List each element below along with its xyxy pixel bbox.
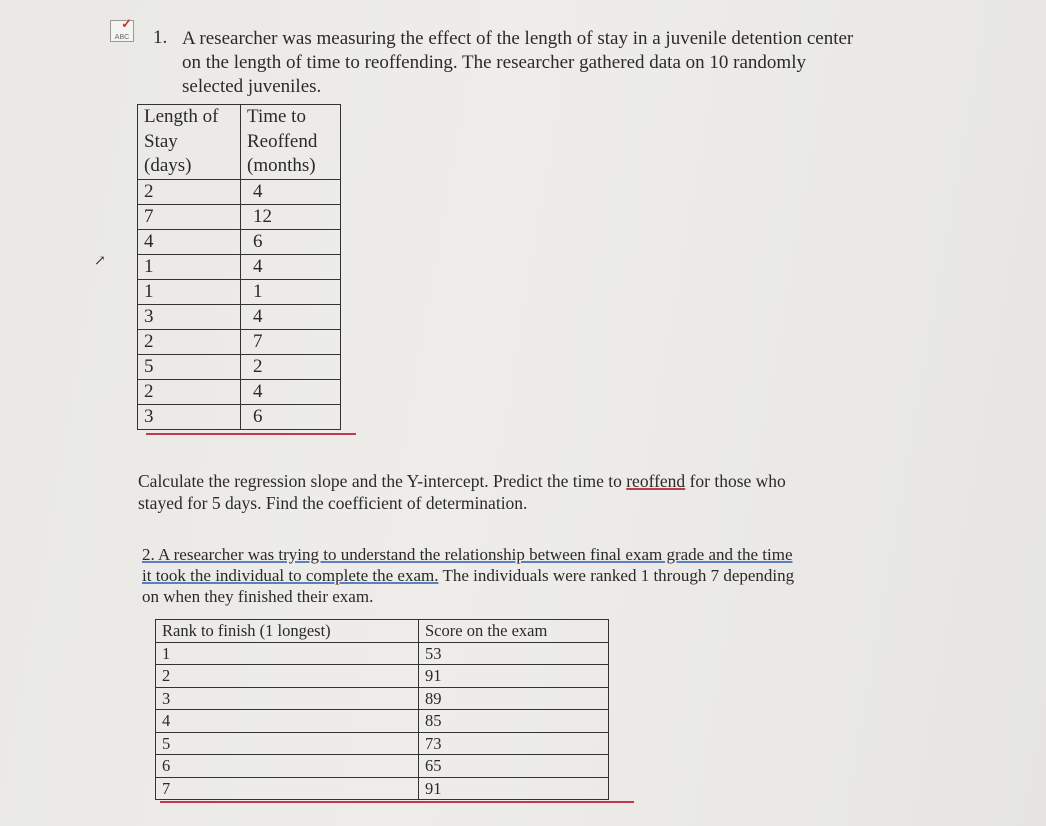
table-cell: 1 <box>156 642 419 665</box>
question1-line-3: selected juveniles. <box>182 76 322 97</box>
spelling-flagged-word[interactable]: reoffend <box>626 471 686 491</box>
cursor-icon: ↗ <box>94 254 106 269</box>
header-score-on-exam: Score on the exam <box>419 620 609 643</box>
header-text: Length of <box>144 106 219 127</box>
table-row <box>138 379 341 404</box>
table-row <box>156 732 609 755</box>
header-text: Time to <box>247 106 306 127</box>
table-cell: 4 <box>156 710 419 733</box>
table-cell: 2 <box>138 179 241 204</box>
header-text: Stay <box>144 130 178 152</box>
table-row <box>138 304 341 329</box>
table-row <box>138 329 341 354</box>
table-cell: 6 <box>156 755 419 778</box>
question2-line-3: on when they finished their exam. <box>142 587 374 606</box>
instructions-text: for those who <box>685 471 786 491</box>
table-row <box>138 354 341 379</box>
table-cell: 7 <box>138 204 241 229</box>
table-cell: 3 <box>138 404 241 429</box>
table-cell: 2 <box>138 379 241 404</box>
instructions-text: stayed for 5 days. Find the coefficient of determination. <box>138 493 528 513</box>
table-row <box>138 279 341 304</box>
question2-line-2-underlined: it took the individual to complete the exam. <box>142 566 439 585</box>
table-row <box>156 710 609 733</box>
table1-red-underline <box>146 433 356 435</box>
table-row <box>156 687 609 710</box>
spell-check-label: ABC <box>114 34 130 41</box>
table-header-row <box>156 620 609 643</box>
table-cell: 73 <box>419 732 609 755</box>
header-text: Reoffend <box>247 130 318 152</box>
table-cell: 1 <box>138 254 241 279</box>
header-length-of-stay <box>138 105 241 180</box>
table-cell: 4 <box>241 179 341 204</box>
table-row <box>138 254 341 279</box>
table-cell: 12 <box>241 204 341 229</box>
table-row <box>156 665 609 688</box>
question1-number: 1. <box>153 27 168 48</box>
table-row <box>138 179 341 204</box>
question2-table <box>155 619 609 800</box>
table-cell: 2 <box>138 329 241 354</box>
question1-instructions <box>138 470 898 514</box>
table-cell: 91 <box>419 777 609 800</box>
table-cell: 3 <box>156 687 419 710</box>
table-cell: 91 <box>419 665 609 688</box>
question1-text <box>182 27 922 99</box>
header-text: (days) <box>144 155 192 176</box>
table-cell: 89 <box>419 687 609 710</box>
question1-line-2: on the length of time to reoffending. The researcher gathered data on 10 randomly <box>182 52 806 73</box>
table-row <box>138 229 341 254</box>
question2-line-1: 2. A researcher was trying to understand the relationship between final exam grade and the time <box>142 545 793 564</box>
table-cell: 7 <box>241 329 341 354</box>
question1-table <box>137 104 341 430</box>
table-cell: 85 <box>419 710 609 733</box>
header-text: (months) <box>247 155 316 176</box>
table-cell: 5 <box>138 354 241 379</box>
table-row <box>156 642 609 665</box>
table-cell: 3 <box>138 304 241 329</box>
table-header-row <box>138 105 341 180</box>
table-cell: 4 <box>241 254 341 279</box>
table-cell: 2 <box>156 665 419 688</box>
table-cell: 4 <box>241 379 341 404</box>
table-row <box>138 204 341 229</box>
table-row <box>138 404 341 429</box>
red-check-icon: ✓ <box>121 16 132 31</box>
table-cell: 1 <box>241 279 341 304</box>
table-cell: 7 <box>156 777 419 800</box>
instructions-text: Calculate the regression slope and the Y-intercept. Predict the time to <box>138 471 627 491</box>
table-cell: 6 <box>241 229 341 254</box>
table-cell: 53 <box>419 642 609 665</box>
table-cell: 65 <box>419 755 609 778</box>
table2-red-underline <box>160 801 634 803</box>
question2-text <box>142 544 902 607</box>
table-row <box>156 755 609 778</box>
question1-line-1: A researcher was measuring the effect of the length of stay in a juvenile detention center <box>182 28 854 49</box>
table-cell: 4 <box>241 304 341 329</box>
table-cell: 4 <box>138 229 241 254</box>
table-cell: 5 <box>156 732 419 755</box>
header-time-to-reoffend <box>241 105 341 180</box>
table-cell: 1 <box>138 279 241 304</box>
table-row <box>156 777 609 800</box>
table-cell: 2 <box>241 354 341 379</box>
table-cell: 6 <box>241 404 341 429</box>
spell-check-icon[interactable] <box>110 16 134 42</box>
question2-line-2: The individuals were ranked 1 through 7 depending <box>438 566 795 585</box>
header-rank-to-finish: Rank to finish (1 longest) <box>156 620 419 643</box>
